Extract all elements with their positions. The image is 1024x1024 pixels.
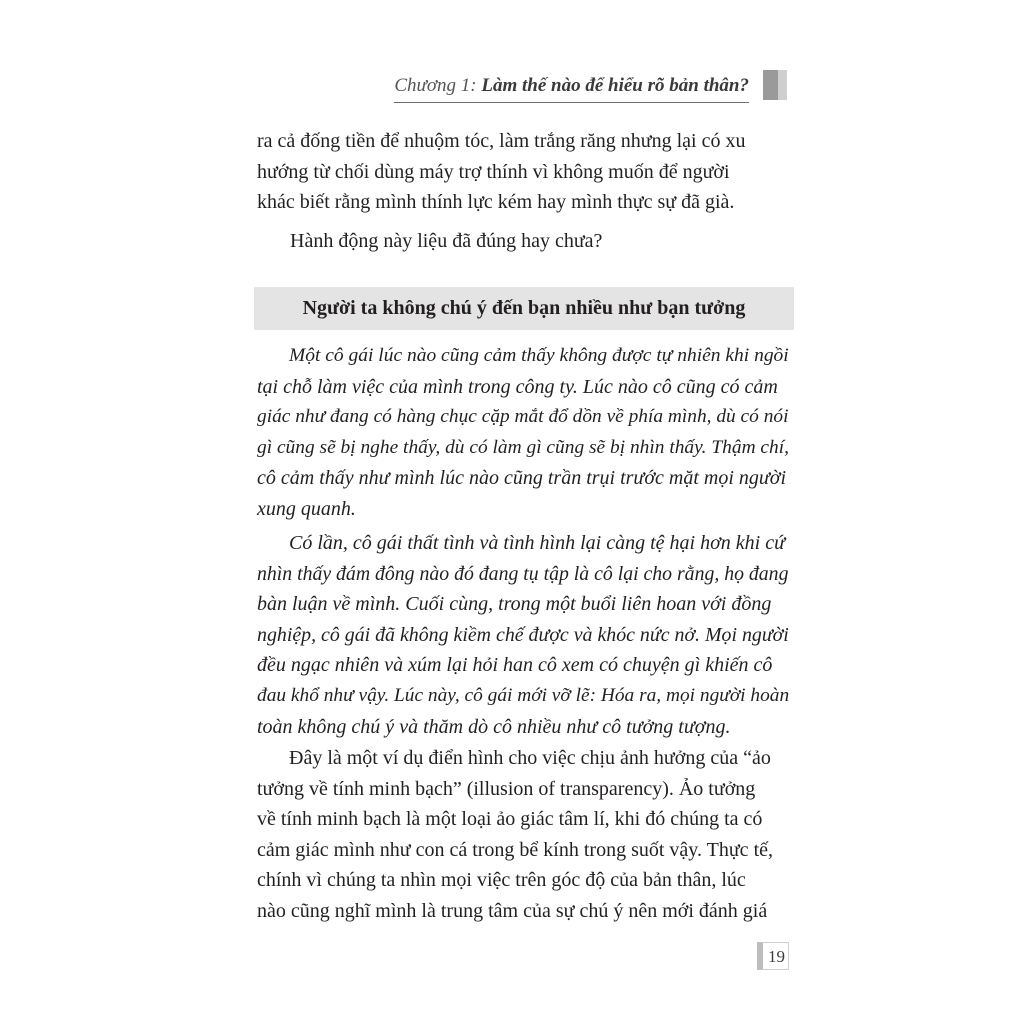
- story-line: toàn không chú ý và thăm dò cô nhiều như cô tưởng tượng.: [257, 715, 731, 738]
- story-line: nhìn thấy đám đông nào đó đang tụ tập là cô lại cho rằng, họ đang: [257, 562, 789, 585]
- story-line: bàn luận về mình. Cuối cùng, trong một buổi liên hoan với đồng: [257, 593, 772, 616]
- intro-question-paragraph: [290, 226, 790, 257]
- running-header: [394, 72, 749, 103]
- explanation-line: Đây là một ví dụ điển hình cho việc chịu ảnh hưởng của “ảo: [289, 747, 771, 769]
- story-line: xung quanh.: [257, 497, 356, 520]
- intro-line: hướng từ chối dùng máy trợ thính vì không muốn để người: [257, 160, 730, 183]
- intro-question: Hành động này liệu đã đúng hay chưa?: [290, 230, 603, 252]
- explanation-line: về tính minh bạch là một loại ảo giác tâm lí, khi đó chúng ta có: [257, 808, 763, 831]
- explanation-line: cảm giác mình như con cá trong bể kính trong suốt vậy. Thực tế,: [257, 838, 773, 861]
- page-number: 19: [757, 942, 789, 970]
- story-line: nghiệp, cô gái đã không kiềm chế được và khóc nức nở. Mọi người: [257, 623, 789, 646]
- story-line: Một cô gái lúc nào cũng cảm thấy không được tự nhiên khi ngồi: [289, 345, 789, 366]
- story-line: Có lần, cô gái thất tình và tình hình lại càng tệ hại hơn khi cứ: [289, 532, 785, 554]
- section-heading: Người ta không chú ý đến bạn nhiều như bạn tưởng: [254, 287, 794, 330]
- story-paragraph-2: [257, 528, 789, 742]
- intro-line: khác biết rằng mình thính lực kém hay mình thực sự đã già.: [257, 191, 735, 214]
- story-line: gì cũng sẽ bị nghe thấy, dù có làm gì cũng sẽ bị nhìn thấy. Thậm chí,: [257, 436, 789, 458]
- explanation-paragraph: [257, 743, 789, 927]
- intro-paragraph: [257, 126, 789, 218]
- story-line: đều ngạc nhiên và xúm lại hỏi han cô xem có chuyện gì khiến cô: [257, 654, 773, 677]
- chapter-label: Chương 1:: [394, 75, 477, 96]
- explanation-line: chính vì chúng ta nhìn mọi việc trên góc độ của bản thân, lúc: [257, 869, 746, 892]
- story-line: giác như đang có hàng chục cặp mắt đổ dồn về phía mình, dù có nói: [257, 406, 789, 428]
- story-line: cô cảm thấy như mình lúc nào cũng trần trụi trước mặt mọi người: [257, 467, 787, 490]
- chapter-title: Làm thế nào để hiểu rõ bản thân?: [481, 75, 749, 96]
- intro-line: ra cả đống tiền để nhuộm tóc, làm trắng răng nhưng lại có xu: [257, 130, 746, 152]
- story-paragraph-1: [257, 341, 789, 525]
- explanation-line: nào cũng nghĩ mình là trung tâm của sự chú ý nên mới đánh giá: [257, 899, 768, 922]
- header-tab-marker: [763, 70, 787, 100]
- story-line: đau khổ như vậy. Lúc này, cô gái mới vỡ lẽ: Hóa ra, mọi người hoàn: [257, 684, 790, 706]
- explanation-line: tưởng về tính minh bạch” (illusion of transparency). Ảo tưởng: [257, 777, 756, 800]
- story-line: tại chỗ làm việc của mình trong công ty. Lúc nào cô cũng có cảm: [257, 375, 778, 398]
